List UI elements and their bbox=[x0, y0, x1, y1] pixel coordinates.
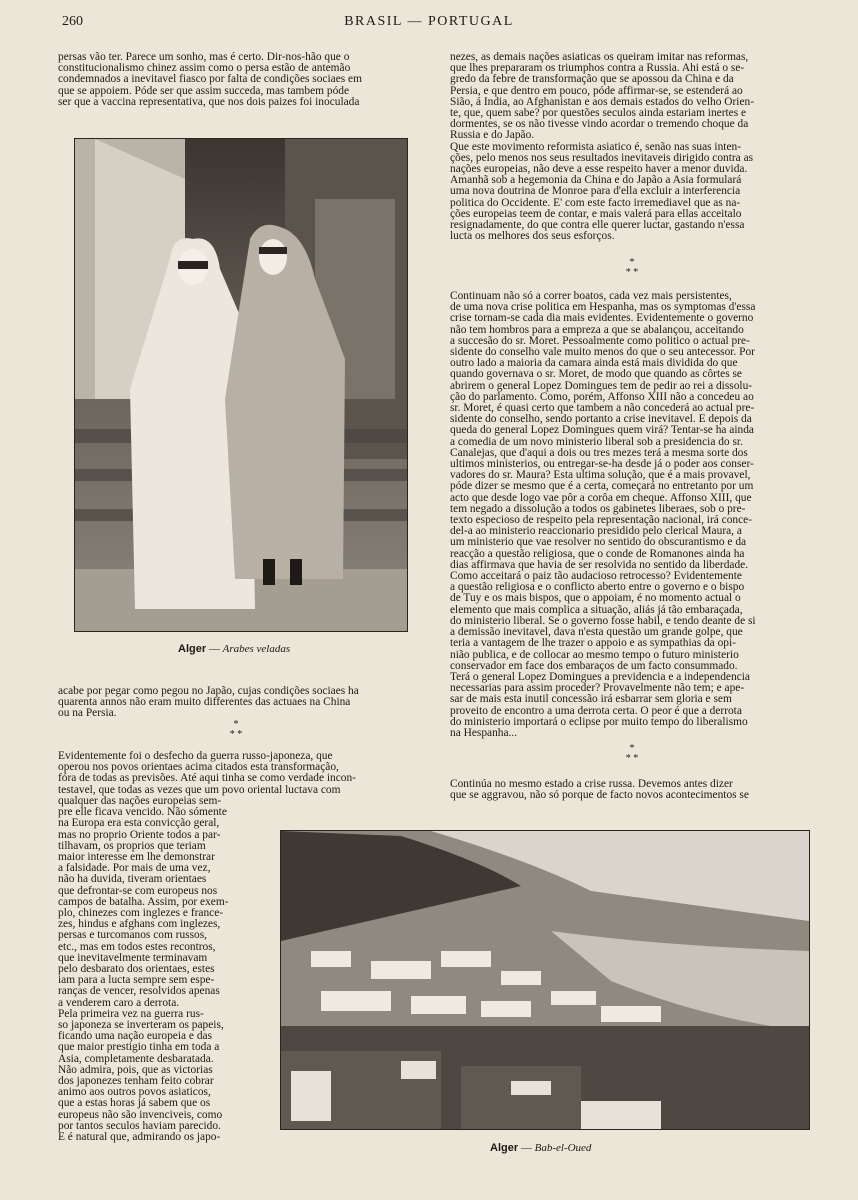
left-column-mid-text: acabe por pegar como pegou no Japão, cujas condições sociaes ha quarenta annos não eram muito differentes das actuaes na China ou na Persia. bbox=[58, 686, 359, 720]
section-separator-right-1: * * * bbox=[625, 257, 639, 278]
photo2-caption bbox=[490, 1142, 591, 1154]
photo2-caption-dash: — bbox=[518, 1142, 535, 1154]
running-title: BRASIL — PORTUGAL bbox=[344, 14, 514, 29]
photo2-caption-desc: Bab-el-Oued bbox=[534, 1142, 592, 1154]
section-separator-right-2: * * * bbox=[625, 743, 639, 764]
right-column-mid-text: Continuam não só a correr boatos, cada vez mais persistentes, de uma nova crise politica em Hespanha, mas os symptomas d'essa crise tornam-se cada dia mais evidentes. Evidentemente o governo não tem hombros para a empreza a que se abalançou, acceitando a succesão do sr. Moret. Pessoalmente como politico o actual pre- sidente do conselho vale muito menos do que o seu antecessor. Por outro lado a maioria da camara ainda está mais dividida do que quando governava o sr. Moret, de modo que quando as côrtes se abrirem o general Lopez Domingues tem de pedir ao rei a dissolu- ção do parlamento. Como, porém, Affonso XIII não a concedeu ao sr. Moret, é quasi certo que tambem a não concederá ao actual pre- sidente do conselho, sendo portanto a crise inevitavel. E depois da queda do general Lopez Domingues quem virá? Tentar-se ha ainda a comedia de um novo ministerio liberal sob a presidencia do sr. Canalejas, que d'aqui a dois ou tres mezes terá a mesma sorte dos ultimos ministerios, ou entregar-se-ha desde já o poder aos conser- vadores do sr. Maura? Esta ultima solução, que é a mais provavel, póde dizer se mesmo que é a certa, começará no entretanto por um acto que desde logo vae pôr a corôa em cheque. Affonso XIII, que tem negado a dissolução a todos os gabinetes liberaes, sob o pre- texto especioso de respeito pela representação nacional, irá conce- del-a ao ministerio reaccionario presidido pelo clerical Maura, a um ministerio que vae resolver no sentido do obscurantismo e da reacção a questão religiosa, que o conde de Romanones ainda ha dias affirmava que havia de ser resolvida no sentido da liberdade. Como acceitará o paiz tão audacioso retrocesso? Evidentemente a questão religiosa e o conflicto aberto entre o governo e o bispo de Tuy e os mais bispos, que o appoiam, é no momento actual o elemento que mais complica a situação, aliás já tão embaraçada, do ministerio liberal. Se o governo fosse habil, e tendo deante de si a demissão inevitavel, dava n'esta questão um grande golpe, que teria a vantagem de lhe trazer o appoio e as sympathias da opi- nião publica, e de collocar ao mesmo tempo o futuro ministerio conservador em face dos embaraços de um facto consummado. Terá o general Lopez Domingues a previdencia e a independencia necessarias para assim proceder? Provavelmente não tem; e ape- sar de mais esta inutil concessão irá esbarrar sem gloria e sem proveito de encontro a uma derrota certa. O peor é que a derrota do ministerio importará o eclipse por muito tempo do liberalismo na Hespanha... bbox=[450, 291, 756, 739]
section-separator-left: * * * bbox=[229, 719, 243, 740]
photo-veiled-women bbox=[74, 138, 408, 632]
page-number: 260 bbox=[62, 14, 83, 29]
photo1-caption-dash: — bbox=[206, 643, 223, 655]
photo1-caption bbox=[178, 643, 290, 655]
photo1-caption-desc: Arabes veladas bbox=[222, 643, 291, 655]
right-column-bottom-text: Continúa no mesmo estado a crise russa. Devemos antes dizer que se aggravou, não só porque de facto novos acontecimentos se bbox=[450, 779, 749, 802]
photo1-caption-place: Alger bbox=[178, 643, 207, 655]
left-column-narrow-text: qualquer das nações europeias sem- pre elle ficava vencido. Não sómente na Europa era esta convicção geral, mas no proprio Oriente todos a par- tilhavam, os proprios que teriam maior interesse em lhe demonstrar a falsidade. Por mais de uma vez, não ha duvida, tiveram orientaes que defrontar-se com europeus nos campos de batalha. Assim, por exem- plo, chinezes com inglezes e france- zes, hindus e afghans com inglezes, persas e turcomanos com russos, etc., mas em todos estes recontros, que inevitavelmente terminavam pelo desbarato dos orientaes, estes iam para a lucta sempre sem espe- ranças de vencer, resolvidos apenas a venderem caro a derrota. Pela primeira vez na guerra rus- so japoneza se inverteram os papeis, ficando uma nação europeia e das que maior prestigio tinha em toda a Asia, completamente desbaratada. Não admira, pois, que as victorias dos japonezes tenham feito cobrar animo aos outros povos asiaticos, que a estas horas já sabem que os europeus não são invenciveis, como por tantos seculos haviam parecido. E é natural que, admirando os japo- bbox=[58, 796, 229, 1144]
photo2-caption-place: Alger bbox=[490, 1142, 519, 1154]
right-column-top-text: nezes, as demais nações asiaticas os queiram imitar nas reformas, que lhes prepararam os triumphos contra a Russia. Ahi está o se- gredo da febre de transformação que se apossou da China e da Persia, e que dentro em pouco, póde affirmar-se, se estenderá ao Sião, á India, ao Afghanistan e aos demais estados do velho Orien- te, que, quem sabe? por questões seculos ainda estariam inertes e dormentes, se os não tivesse vindo acordar o tremendo choque da Russia e do Japão. Que este movimento reformista asiatico é, senão nas suas inten- ções, pelo menos nos seus resultados inevitaveis dirigido contra as nações europeias, não deve a esse respeito haver a menor duvida. Amanhã sob a hegemonia da China e do Japão a Asia formulará uma nova doutrina de Monroe para d'ella excluir a interferencia politica do Occidente. E' com este facto irremediavel que as na- ções europeias teem de contar, e mais valerá para ellas acceitalo resignadamente, do que contra elle querer luctar, gastando n'essa lucta os melhores dos seus esforços. bbox=[450, 52, 754, 243]
photo-bab-el-oued bbox=[280, 830, 810, 1130]
left-column-top-text: persas vão ter. Parece um sonho, mas é certo. Dir-nos-hão que o constitucionalismo chinez assim como o persa estão de antemão condemnados a inevitavel fiasco por falta de condições sociaes em que se appoiem. Póde ser que assim succeda, mas tambem póde ser que a vaccina representativa, que nos dois paizes foi inoculada bbox=[58, 52, 362, 108]
left-column-bottom-text: Evidentemente foi o desfecho da guerra russo-japoneza, que operou nos povos orientaes acima citados esta transformação, fóra de todas as previsões. Até aqui tinha se como verdade incon- testavel, que todas as vezes que um povo oriental luctava com bbox=[58, 751, 356, 796]
